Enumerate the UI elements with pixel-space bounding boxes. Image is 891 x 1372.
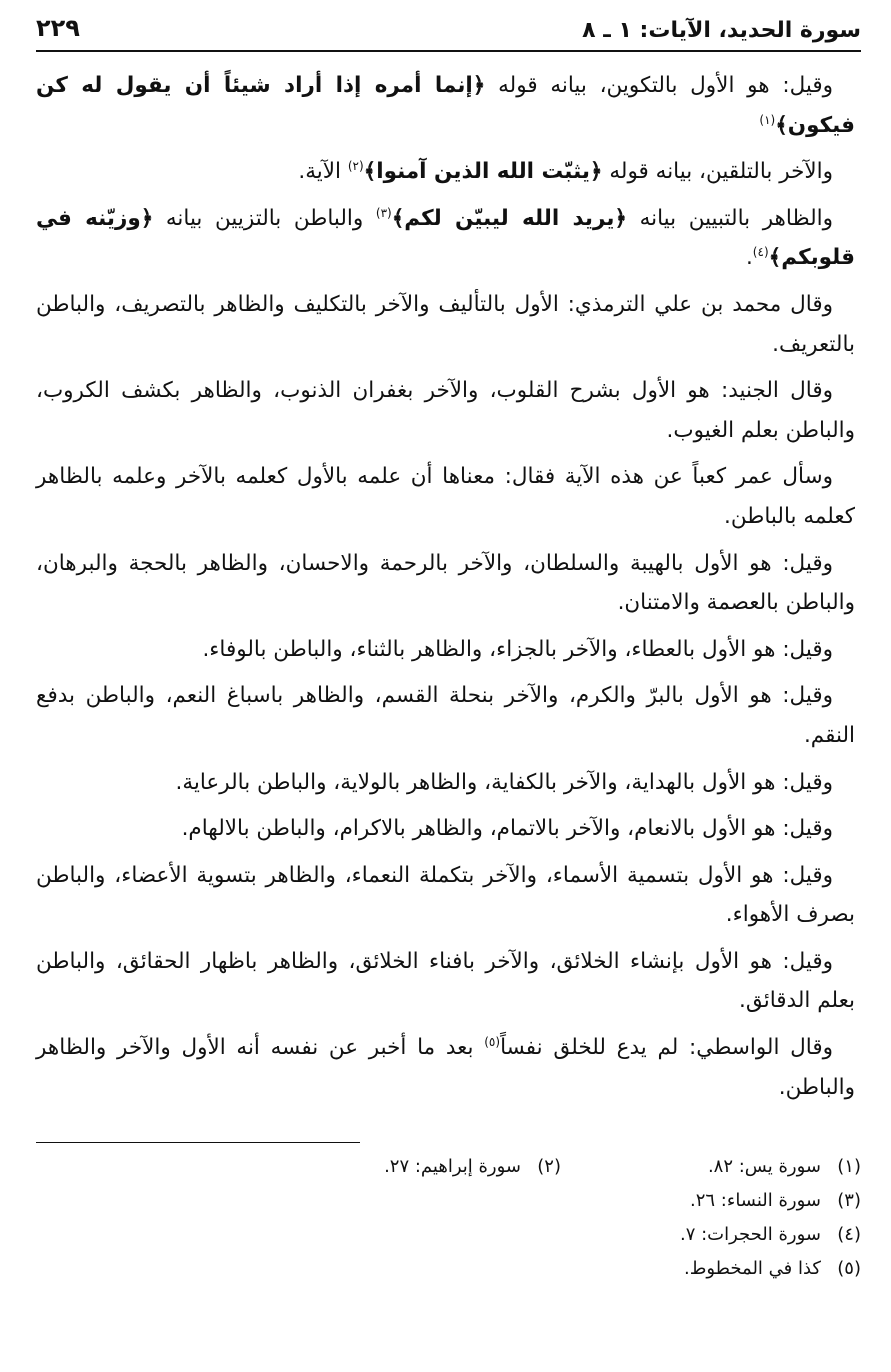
paragraph: وقال الجنيد: هو الأول بشرح القلوب، والآخر بغفران الذنوب، والظاهر بكشف الكروب، والباطن بعلم الغيوب. <box>36 378 855 443</box>
paragraph: وسأل عمر كعباً عن هذه الآية فقال: معناها أن علمه بالأول كعلمه بالآخر وعلمه بالظاهر كعلمه بالباطن. <box>36 464 855 529</box>
paragraph-text: والآخر بالتلقين، بيانه قوله <box>602 159 833 185</box>
footnote <box>561 1252 861 1286</box>
paragraph-text: والظاهر بالتبيين بيانه <box>627 205 833 231</box>
paragraph-text: بعد ما أخبر عن نفسه أنه الأول والآخر والظاهر والباطن. <box>36 1035 855 1100</box>
footnote-number: (٣) <box>837 1190 861 1211</box>
footnote-number: (٥) <box>837 1258 861 1279</box>
footnote-number: (٤) <box>837 1224 861 1245</box>
paragraph <box>36 66 855 145</box>
footnote-number: (١) <box>837 1156 861 1177</box>
paragraph-text: الآية. <box>298 159 348 185</box>
footnote-text: سورة النساء: ٢٦. <box>689 1190 821 1211</box>
paragraph <box>36 199 855 278</box>
paragraph <box>36 1028 855 1107</box>
paragraph: وقيل: هو الأول بالبرّ والكرم، والآخر بنحلة القسم، والظاهر باسباغ النعم، والباطن بدفع النقم. <box>36 683 855 748</box>
footnote-text: سورة الحجرات: ٧. <box>679 1224 821 1245</box>
footnote <box>561 1218 861 1252</box>
footnote-ref: (٥) <box>484 1034 501 1049</box>
quran-quote: ﴿وزيّنه في قلوبكم﴾ <box>36 205 855 271</box>
footnote-row <box>36 1184 861 1218</box>
footnote-number: (٢) <box>537 1156 561 1177</box>
footnote-text: سورة يس: ٨٢. <box>707 1156 821 1177</box>
footnote-row <box>36 1218 861 1252</box>
paragraph-text: . <box>745 245 753 271</box>
quran-quote: ﴿إنما أمره إذا أراد شيئاً أن يقول له كن فيكون﴾ <box>36 73 855 138</box>
page-number: ٢٢٩ <box>36 14 80 42</box>
quran-quote: ﴿يريد الله ليبيّن لكم﴾ <box>391 205 627 231</box>
footnote-ref: (٤) <box>752 245 769 260</box>
paragraph: وقيل: هو الأول بالهداية، والآخر بالكفاية، والظاهر بالولاية، والباطن بالرعاية. <box>175 769 833 795</box>
footnote-divider <box>36 1142 360 1143</box>
footnotes <box>36 1150 861 1286</box>
footnote-row <box>36 1252 861 1286</box>
main-text <box>36 66 855 1114</box>
running-title: سورة الحديد، الآيات: ١ ـ ٨ <box>582 18 861 43</box>
paragraph: وقيل: هو الأول بتسمية الأسماء، والآخر بتكملة النعماء، والظاهر بتسوية الأعضاء، والباطن بصرف الأهواء. <box>36 862 855 928</box>
paragraph <box>36 152 855 192</box>
paragraph: وقيل: هو الأول بإنشاء الخلائق، والآخر بافناء الخلائق، والظاهر باظهار الحقائق، والباطن بعلم الدقائق. <box>36 948 855 1014</box>
page-header <box>36 10 861 52</box>
footnote-text: سورة إبراهيم: ٢٧. <box>384 1156 521 1177</box>
paragraph: وقيل: هو الأول بالعطاء، والآخر بالجزاء، والظاهر بالثناء، والباطن بالوفاء. <box>202 636 833 662</box>
footnote-row <box>36 1150 861 1184</box>
footnote-ref: (٣) <box>375 205 392 220</box>
paragraph: وقيل: هو الأول بالهيبة والسلطان، والآخر بالرحمة والاحسان، والظاهر بالحجة والبرهان، والباطن بالعصمة والامتنان. <box>36 550 855 616</box>
footnote <box>261 1150 561 1184</box>
paragraph-text: وقيل: هو الأول بالتكوين، بيانه قوله <box>485 73 833 98</box>
footnote-text: كذا في المخطوط. <box>683 1258 821 1279</box>
paragraph: وقال محمد بن علي الترمذي: الأول بالتأليف والآخر بالتكليف والظاهر بالتصريف، والباطن بالتعريف. <box>36 291 855 357</box>
paragraph-text: والباطن بالتزيين بيانه <box>153 205 376 231</box>
footnote <box>561 1150 861 1184</box>
paragraph: وقيل: هو الأول بالانعام، والآخر بالاتمام، والظاهر بالاكرام، والباطن بالالهام. <box>181 816 833 842</box>
footnote-ref: (٢) <box>347 159 364 174</box>
footnote <box>561 1184 861 1218</box>
quran-quote: ﴿يثبّت الله الذين آمنوا﴾ <box>363 159 603 185</box>
footnote-ref: (١) <box>759 112 776 127</box>
paragraph-text: وقال الواسطي: لم يدع للخلق نفساً <box>500 1035 833 1061</box>
